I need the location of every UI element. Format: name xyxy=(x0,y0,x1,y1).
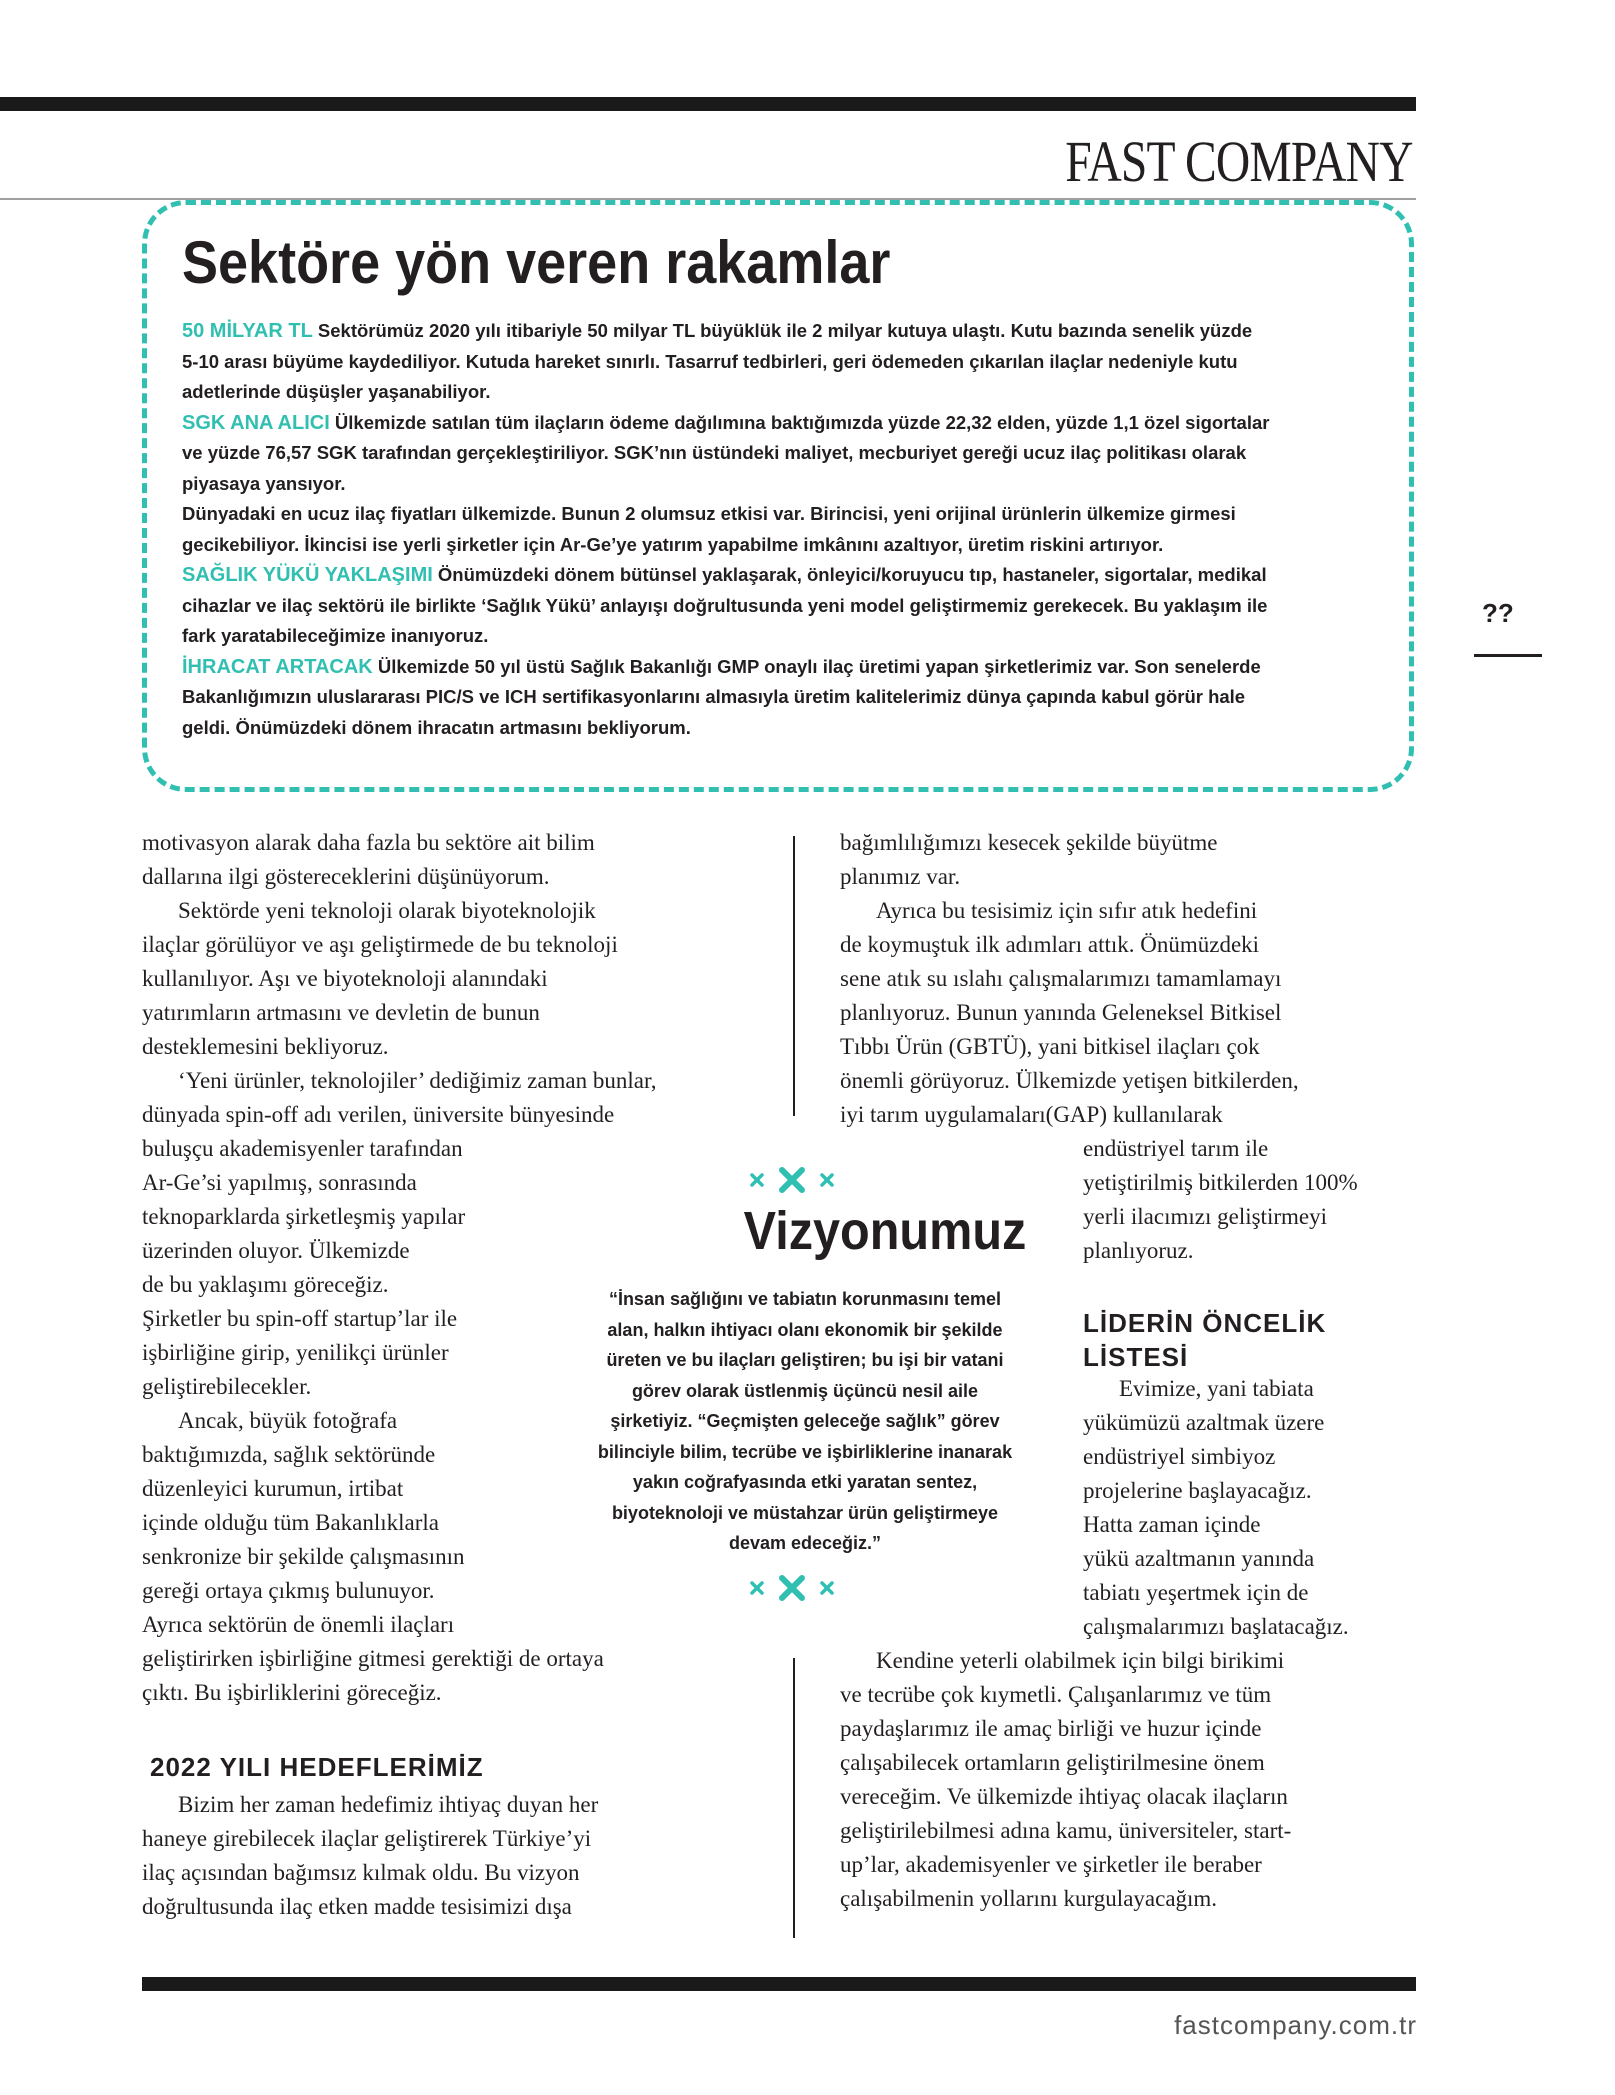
stats-keyword: İHRACAT ARTACAK xyxy=(182,655,373,678)
left-column-section: Bizim her zaman hedefimiz ihtiyaç duyan her haneye girebilecek ilaçlar geliştirerek Türkiye’yi ilaç açısından bağımsız kılmak oldu. Bu vizyon doğrultusunda ilaç etken madde tesisimizi dışa xyxy=(142,1792,599,1919)
stats-paragraph: SAĞLIK YÜKÜ YAKLAŞIMI Önümüzdeki dönem bütünsel yaklaşarak, önleyici/koruyucu tıp, hastaneler, sigortalar, medikal xyxy=(182,564,1267,586)
cross-ornament-top xyxy=(744,1164,844,1196)
vision-quote: “İnsan sağlığını ve tabiatın korunmasını temel alan, halkın ihtiyacı olanı ekonomik bir şekilde üreten ve bu ilaçları geliştiren; bu işi bir vatani görev olarak üstlenmiş üçüncü nesil aile şirketiyiz. “Geçmişten geleceğe sağlık” görev bilinciyle bilim, tecrübe ve işbirliklerine inanarak yakın coğrafyasında etki yaratan sentez, biyoteknoloji ve müstahzar ürün geliştirmeye devam edeceğiz.” xyxy=(597,1289,1013,1553)
footer-url: fastcompany.com.tr xyxy=(1174,2010,1417,2040)
section-heading-2022: 2022 YILI HEDEFLERİMİZ xyxy=(150,1752,484,1782)
right-column: bağımlılığımızı kesecek şekilde büyütme planımız var. Ayrıca bu tesisimiz için sıfır atık hedefini de koymuştuk ilk adımları attık. Önümüzdeki sene atık su ıslahı çalışmalarımızı tamamlamayı planlıyoruz. Bunun yanında Geleneksel Bitkisel Tıbbı Ürün (GBTÜ), yani bitkisel ilaçları çok önemli görüyoruz. Ülkemizde yetişen bitkilerden, iyi tarım uygulamaları(GAP) kullanılarak xyxy=(840,830,1299,1127)
stats-keyword: SAĞLIK YÜKÜ YAKLAŞIMI xyxy=(182,564,433,586)
column-divider-top xyxy=(793,836,795,1116)
stats-keyword: 50 MİLYAR TL xyxy=(182,320,313,342)
right-column-section: Kendine yeterli olabilmek için bilgi birikimi ve tecrübe çok kıymetli. Çalışanlarımız ve tüm paydaşlarımız ile amaç birliği ve huzur içinde çalışabilecek ortamların geliştirilmesine önem vereceğim. Ve ülkemizde ihtiyaç olacak ilaçların geliştirilebilmesi adına kamu, üniversiteler, start- up’lar, akademisyenler ve şirketler ile beraber çalışabilmenin yollarını kurgulayacağım. xyxy=(840,1648,1292,1911)
right-column-narrow-2: Evimize, yani tabiata yükümüzü azaltmak üzere endüstriyel simbiyoz projelerine başlayacağız. Hatta zaman içinde yükü azaltmanın yanında tabiatı yeşertmek için de çalışmalarımızı başlatacağız. xyxy=(1083,1376,1349,1639)
left-column: motivasyon alarak daha fazla bu sektöre ait bilim dallarına ilgi göstereceklerini düşünüyorum. Sektörde yeni teknoloji olarak biyoteknolojik ilaçlar görülüyor ve aşı geliştirmede de bu teknoloji kullanılıyor. Aşı ve biyoteknoloji alanındaki yatırımların artmasını ve devletin de bunun desteklemesini bekliyoruz. ‘Yeni ürünler, teknolojiler’ dediğimiz zaman bunlar, dünyada spin-off adı verilen, üniversite bünyesinde buluşçu akademisyenler tarafından Ar-Ge’si yapılmış, sonrasında teknoparklarda şirketleşmiş yapılar üzerinden oluyor. Ülkemizde de bu yaklaşımı göreceğiz. Şirketler bu spin-off startup’lar ile işbirliğine girip, yenilikçi ürünler geliştirebilecekler. Ancak, büyük fotoğrafa baktığımızda, sağlık sektöründe düzenleyici kurumun, irtibat içinde olduğu tüm Bakanlıklarla senkronize bir şekilde çalışmasının gereği ortaya çıkmış bulunuyor. Ayrıca sektörün de önemli ilaçları geliştirirken işbirliğine gitmesi gerektiği de ortaya çıktı. Bu işbirliklerini göreceğiz. xyxy=(142,830,657,1705)
bottom-rule xyxy=(142,1977,1416,1991)
cross-ornament-bottom xyxy=(744,1572,844,1604)
right-column-narrow: endüstriyel tarım ile yetiştirilmiş bitkilerden 100% yerli ilacımızı geliştirmeyi planlıyoruz. xyxy=(1083,1136,1358,1263)
stats-paragraph: İHRACAT ARTACAK Ülkemizde 50 yıl üstü Sağlık Bakanlığı GMP onaylı ilaç üretimi yapan şirketlerimiz var. Son senelerde xyxy=(182,655,1261,678)
vision-title: Vizyonumuz xyxy=(743,1201,1027,1261)
fast-company-logo: FAST COMPANY xyxy=(1065,129,1413,194)
stats-keyword: SGK ANA ALICI xyxy=(182,411,330,434)
column-divider-bottom xyxy=(793,1658,795,1938)
page-number: ?? xyxy=(1482,598,1514,628)
stats-box-body: 50 MİLYAR TL Sektörümüz 2020 yılı itibariyle 50 milyar TL büyüklük ile 2 milyar kutuya ulaştı. Kutu bazında senelik yüzde 5-10 arası büyüme kaydediliyor. Kutuda hareket sınırlı. Tasarruf tedbirleri, geri ödemeden çıkarılan ilaçlar nedeniyle kutu adetlerinde düşüşler yaşanabiliyor. SGK ANA ALICI Ülkemizde satılan tüm ilaçların ödeme dağılımına baktığımızda yüzde 22,32 elden, yüzde 1,1 özel sigortalar ve yüzde 76,57 SGK tarafından gerçekleştiriliyor. SGK’nın üstündeki maliyet, mecburiyet gereği ucuz ilaç politikası olarak piyasaya yansıyor. Dünyadaki en ucuz ilaç fiyatları ülkemizde. Bunun 2 olumsuz etkisi var. Birincisi, yeni orijinal ürünlerin ülkemize girmesi gecikebiliyor. İkincisi ise yerli şirketler için Ar-Ge’ye yatırım yapabilme imkânını azaltıyor, üretim riskini artırıyor. SAĞLIK YÜKÜ YAKLAŞIMI Önümüzdeki dönem bütünsel yaklaşarak, önleyici/koruyucu tıp, hastaneler, sigortalar, medikal cihazlar ve ilaç sektörü ile birlikte ‘Sağlık Yükü’ anlayışı doğrultusunda yeni model geliştirmemiz gerekecek. Bu yaklaşım ile fark yaratabileceğimize inanıyoruz. İHRACAT ARTACAK Ülkemizde 50 yıl üstü Sağlık Bakanlığı GMP onaylı ilaç üretimi yapan şirketlerimiz var. Son senelerde Bakanlığımızın uluslararası PIC/S ve ICH sertifikasyonlarını almasıyla üretim kalitelerimiz dünya çapında kabul görür hale geldi. Önümüzdeki dönem ihracatın artmasını bekliyorum. xyxy=(182,316,1382,743)
section-heading-leader: LİDERİN ÖNCELİK LİSTESİ xyxy=(1083,1308,1327,1372)
stats-box-title: Sektöre yön veren rakamlar xyxy=(182,229,891,296)
top-rule xyxy=(0,97,1416,111)
stats-paragraph: SGK ANA ALICI Ülkemizde satılan tüm ilaçların ödeme dağılımına baktığımızda yüzde 22,32 elden, yüzde 1,1 özel sigortalar xyxy=(182,411,1270,434)
page-number-rule xyxy=(1474,654,1542,657)
stats-paragraph: 50 MİLYAR TL Sektörümüz 2020 yılı itibariyle 50 milyar TL büyüklük ile 2 milyar kutuya ulaştı. Kutu bazında senelik yüzde xyxy=(182,320,1253,342)
